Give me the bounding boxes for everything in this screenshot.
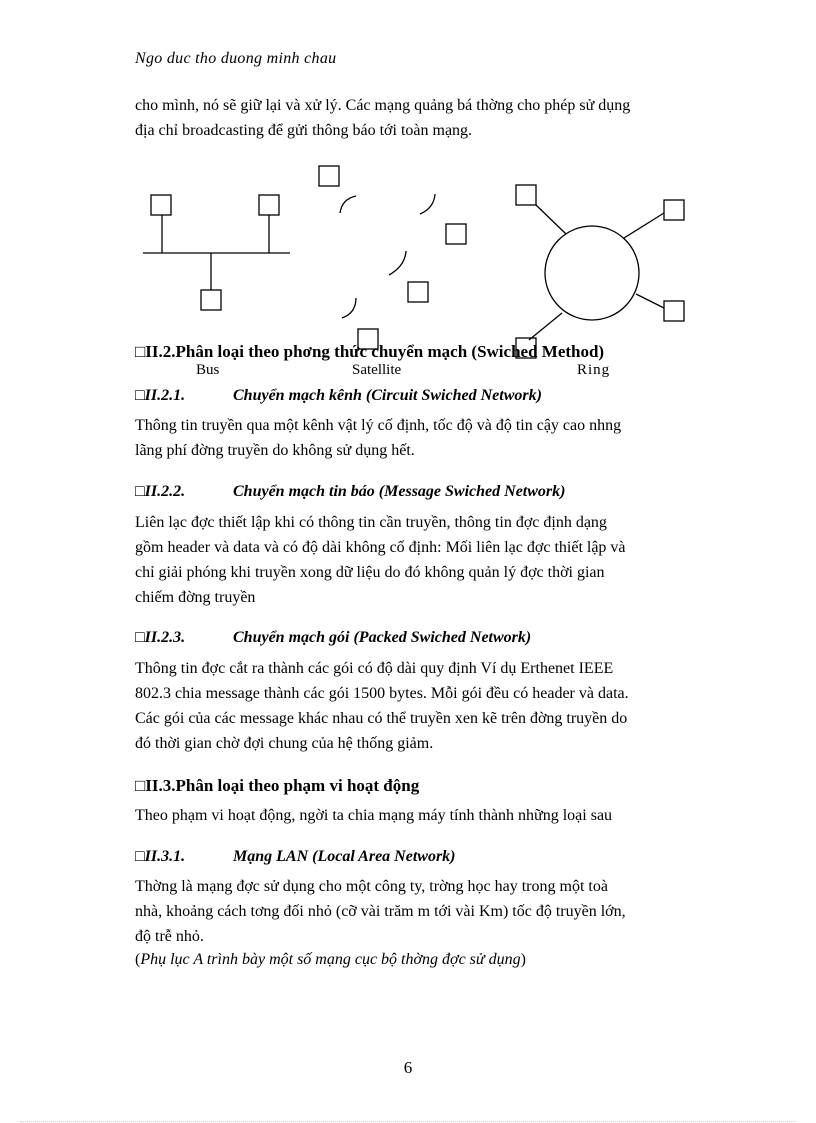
bus-topology-diagram: [143, 195, 290, 310]
topology-figure: [0, 0, 816, 390]
paragraph-line: độ trễ nhỏ.: [135, 928, 204, 945]
satellite-node-box: [446, 224, 466, 244]
ring-circle: [545, 226, 639, 320]
subsection-heading-ii-2-3: [135, 629, 531, 647]
ring-node-box: [664, 301, 684, 321]
subsection-heading-ii-2-1: [135, 387, 542, 405]
bus-node-box: [151, 195, 171, 215]
paragraph-line: chỉ giải phóng khi truyền xong dữ liệu do đó không quản lý đợc thời gian: [135, 564, 605, 581]
satellite-signal-arc: [389, 251, 406, 275]
ring-node-box: [664, 200, 684, 220]
subsection-heading-ii-3-1: [135, 848, 456, 866]
ring-spoke-line: [636, 294, 664, 308]
ring-spoke-line: [536, 205, 566, 234]
satellite-node-box: [319, 166, 339, 186]
paragraph-line: Thông tin truyền qua một kênh vật lý cố định, tốc độ và độ tin cậy cao nhng: [135, 417, 622, 434]
appendix-note-text: Phụ lục A trình bày một số mạng cục bộ thờng đợc sử dụng: [140, 951, 521, 968]
paragraph-line: lãng phí đờng truyền do không sử dụng hết.: [135, 442, 415, 459]
caption-satellite: Satellite: [352, 362, 402, 378]
paragraph-line: Liên lạc đợc thiết lập khi có thông tin cần truyền, thông tin đợc định dạng: [135, 514, 607, 531]
subsection-number: □II.2.3.: [135, 629, 186, 646]
paragraph-line: nhà, khoảng cách tơng đối nhỏ (cỡ vài trăm m tới vài Km) tốc độ truyền lớn,: [135, 903, 626, 920]
paragraph-line: Thông tin đợc cắt ra thành các gói có độ dài quy định Ví dụ Erthenet IEEE: [135, 660, 614, 677]
paragraph-ii-2-1: [135, 413, 739, 463]
running-header: Ngo duc tho duong minh chau: [135, 50, 337, 67]
intro-line: cho mình, nó sẽ giữ lại và xử lý. Các mạng quảng bá thờng cho phép sử dụng: [135, 97, 631, 114]
ring-node-box: [516, 338, 536, 358]
subsection-number: □II.2.1.: [135, 387, 186, 404]
bus-node-box: [259, 195, 279, 215]
bus-node-box: [201, 290, 221, 310]
paragraph-line: 802.3 chia message thành các gói 1500 bytes. Mỗi gói đều có header và data.: [135, 685, 629, 702]
paragraph-line: gồm header và data và có độ dài không cố định: Mối liên lạc đợc thiết lập và: [135, 539, 626, 556]
subsection-title: Chuyển mạch kênh (Circuit Swiched Network): [233, 387, 542, 404]
intro-line: địa chỉ broadcasting để gửi thông báo tới toàn mạng.: [135, 122, 473, 139]
paragraph-line: Thờng là mạng đợc sử dụng cho một công ty, trờng học hay trong một toà: [135, 878, 608, 895]
satellite-signal-arc: [340, 196, 356, 213]
subsection-number: □II.2.2.: [135, 483, 186, 500]
appendix-note: (Phụ lục A trình bày một số mạng cục bộ thờng đợc sử dụng): [135, 951, 526, 968]
bottom-divider: [20, 1121, 796, 1122]
paragraph-ii-2-3: [135, 656, 739, 756]
paragraph-line: đó thời gian chờ đợi chung của hệ thống giảm.: [135, 735, 434, 752]
page-number: 6: [403, 1058, 413, 1077]
section-heading-ii-2: □II.2.Phân loại theo phơng thức chuyển mạch (Swiched Method): [135, 342, 605, 361]
paragraph-ii-2-2: [135, 510, 739, 610]
subsection-number: □II.3.1.: [135, 848, 186, 865]
satellite-signal-arc: [420, 194, 435, 214]
subsection-title: Chuyển mạch tin báo (Message Swiched Network): [233, 483, 566, 500]
subsection-title: Chuyển mạch gói (Packed Swiched Network): [233, 629, 532, 646]
caption-bus: Bus: [196, 362, 220, 378]
satellite-node-box: [408, 282, 428, 302]
paragraph-line: chiếm đờng truyền: [135, 589, 256, 606]
ring-topology-diagram: [516, 185, 684, 340]
section-heading-ii-3: □II.3.Phân loại theo phạm vi hoạt động: [135, 776, 420, 795]
ring-node-overlap: [512, 334, 542, 364]
ring-spoke-line: [624, 213, 664, 238]
subsection-title: Mạng LAN (Local Area Network): [233, 848, 456, 865]
paragraph-ii-3-1: [135, 874, 739, 971]
paragraph-ii-3-intro: [135, 803, 739, 828]
subsection-heading-ii-2-2: [135, 483, 565, 501]
ring-node-box: [516, 185, 536, 205]
caption-ring: Ring: [577, 362, 611, 378]
satellite-topology-diagram: [319, 166, 466, 349]
satellite-signal-arc: [342, 298, 356, 318]
paragraph-line: Các gói của các message khác nhau có thể truyền xen kẽ trên đờng truyền do: [135, 710, 628, 727]
paragraph-line: Theo phạm vi hoạt động, ngời ta chia mạng máy tính thành những loại sau: [135, 807, 613, 824]
